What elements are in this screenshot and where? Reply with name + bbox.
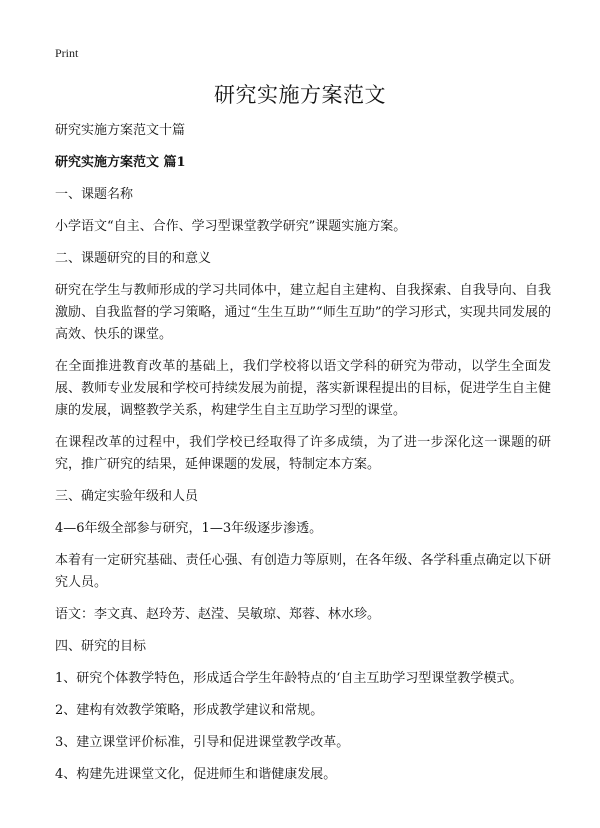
heading-topic-name: 一、课题名称: [55, 187, 134, 202]
goal-item-3: 3、建立课堂评价标准，引导和促进课堂教学改革。: [55, 735, 350, 750]
paragraph-staff-list: 语文：李文真、赵玲芳、赵滢、吴敏琼、郑蓉、林水珍。: [55, 607, 381, 622]
document-subtitle: 研究实施方案范文十篇: [55, 123, 186, 138]
goal-item-4: 4、构建先进课堂文化，促进师生和谐健康发展。: [55, 767, 337, 782]
paragraph-purpose-3: 在课程改革的过程中，我们学校已经取得了许多成绩，为了进一步深化这一课题的研究，推广研究的结果，延伸课题的发展，特制定本方案。: [55, 435, 551, 472]
paragraph-purpose-2: 在全面推进教育改革的基础上，我们学校将以语文学科的研究为带动，以学生全面发展、教师专业发展和学校可持续发展为前提，落实新课程提出的目标，促进学生自主健康的发展，调整教学关系，构建学生自主互助学习型的课堂。: [55, 359, 551, 418]
document-body: [55, 120, 551, 796]
goal-item-2: 2、建构有效教学策略，形成教学建议和常规。: [55, 703, 324, 718]
paragraph-purpose-1: 研究在学生与教师形成的学习共同体中，建立起自主建构、自我探索、自我导向、自我激励、自我监督的学习策略，通过“生生互助”“师生互助”的学习形式，实现共同发展的高效、快乐的课堂。: [55, 283, 551, 342]
print-link[interactable]: Print: [55, 46, 79, 60]
section-heading: 研究实施方案范文 篇1: [55, 155, 186, 170]
heading-grades-staff: 三、确定实验年级和人员: [55, 489, 199, 504]
paragraph-staff-principle: 本着有一定研究基础、责任心强、有创造力等原则，在各年级、各学科重点确定以下研究人员。: [55, 553, 551, 590]
goal-item-1: 1、研究个体教学特色，形成适合学生年龄特点的‘自主互助学习型课堂教学模式。: [55, 671, 523, 686]
heading-goals: 四、研究的目标: [55, 639, 147, 654]
paragraph-topic-name: 小学语文“自主、合作、学习型课堂教学研究”课题实施方案。: [55, 219, 407, 234]
paragraph-grades: 4—6年级全部参与研究，1—3年级逐步渗透。: [55, 521, 323, 536]
heading-purpose: 二、课题研究的目的和意义: [55, 251, 212, 266]
document-title: 研究实施方案范文: [214, 83, 386, 107]
